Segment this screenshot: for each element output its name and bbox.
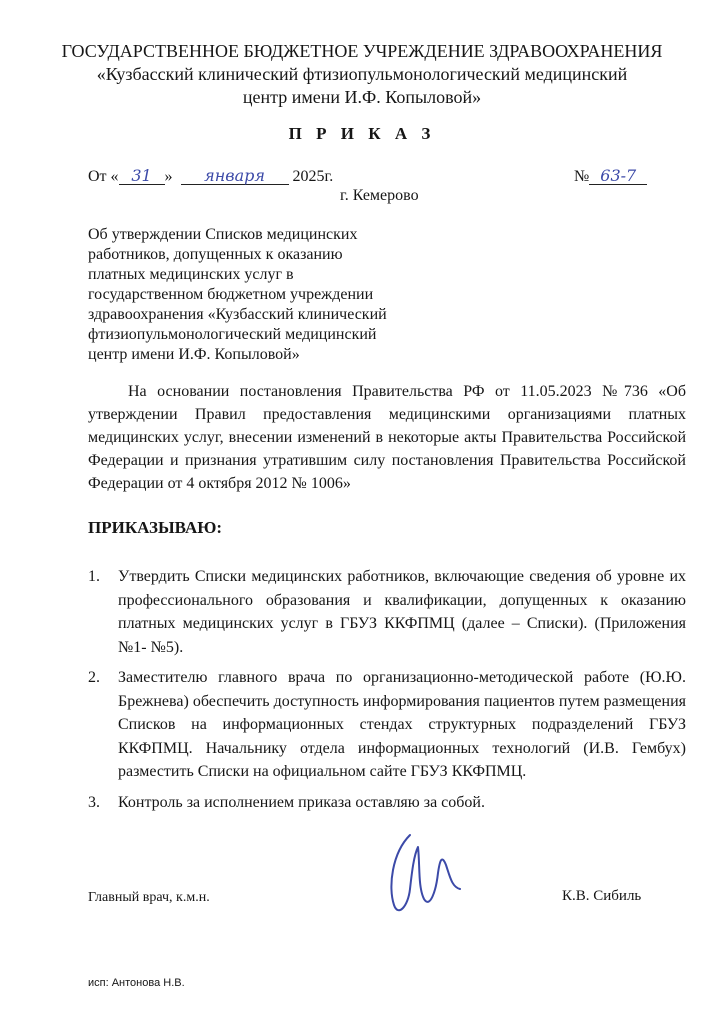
basis-paragraph: На основании постановления Правительства РФ от 11.05.2023 №736 «Об утверждении Правил предоставления медицинскими организациями платных медицинских услуг, внесении изменений в некоторые акты Правительства Российской Федерации и признания утратившим силу постановления Правительства Российской Федерации от 4 октября 2012 № 1006» [88, 383, 686, 492]
order-item [88, 666, 686, 784]
basis-section [88, 380, 686, 495]
subject-line: здравоохранения «Кузбасский клинический [88, 306, 387, 323]
subject-line: государственном бюджетном учреждении [88, 286, 374, 303]
number-value: 63-7 [600, 166, 637, 185]
item-text: Заместителю главного врача по организационно-методической работе (Ю.Ю. Брежнева) обеспечить доступность информирования пациентов путем размещения Списков на информационных стендах структурных подразделений ГБУЗ ККФПМЦ. Начальнику отдела информационных технологий (И.В. Гембух) разместить Списки на официальном сайте ГБУЗ ККФПМЦ. [118, 669, 686, 780]
date-prefix: От « [88, 168, 119, 185]
document-title: П Р И К А З [288, 124, 436, 143]
item-number: 1. [88, 568, 100, 585]
date-day-field [119, 166, 165, 185]
subject-block [88, 225, 428, 365]
number-prefix: № [574, 168, 590, 185]
subject-line: фтизиопульмонологический медицинский [88, 326, 377, 343]
signature-name: К.В. Сибиль [562, 888, 642, 904]
organization-line-1: ГОСУДАРСТВЕННОЕ БЮДЖЕТНОЕ УЧРЕЖДЕНИЕ ЗДРАВООХРАНЕНИЯ [61, 41, 663, 61]
item-number: 3. [88, 793, 100, 811]
subject-line: платных медицинских услуг в [88, 266, 294, 283]
city: г. Кемерово [340, 187, 419, 204]
date-month: января [204, 166, 265, 185]
number-field [589, 166, 647, 185]
organization-header [0, 40, 724, 109]
item-number: 2. [88, 669, 100, 686]
order-number [574, 166, 647, 187]
date-year: 2025г. [292, 168, 334, 185]
organization-line-2: «Кузбасский клинический фтизиопульмонологический медицинский [96, 64, 628, 84]
executor-note: исп: Антонова Н.В. [88, 977, 185, 989]
subject-line: работников, допущенных к оказанию [88, 246, 343, 263]
date-mid: » [164, 168, 173, 185]
item-text: Контроль за исполнением приказа оставляю за собой. [118, 793, 485, 811]
handwritten-signature [380, 825, 470, 920]
subject-line: центр имени И.Ф. Копыловой» [88, 346, 300, 363]
date-day: 31 [131, 166, 152, 185]
date-month-field [181, 166, 289, 185]
organization-line-3: центр имени И.Ф. Копыловой» [242, 87, 482, 107]
date-line [88, 166, 333, 187]
order-item [88, 791, 686, 815]
order-items [88, 565, 686, 814]
subject-line: Об утверждении Списков медицинских [88, 226, 358, 243]
order-heading: ПРИКАЗЫВАЮ: [88, 518, 223, 537]
signature-position: Главный врач, к.м.н. [88, 890, 210, 905]
item-text: Утвердить Списки медицинских работников, включающие сведения об уровне их профессионального образования и квалификации, допущенных к оказанию платных медицинских услуг в ГБУЗ ККФПМЦ (далее – Списки). (Приложения №1- №5). [118, 568, 686, 656]
order-item [88, 565, 686, 659]
